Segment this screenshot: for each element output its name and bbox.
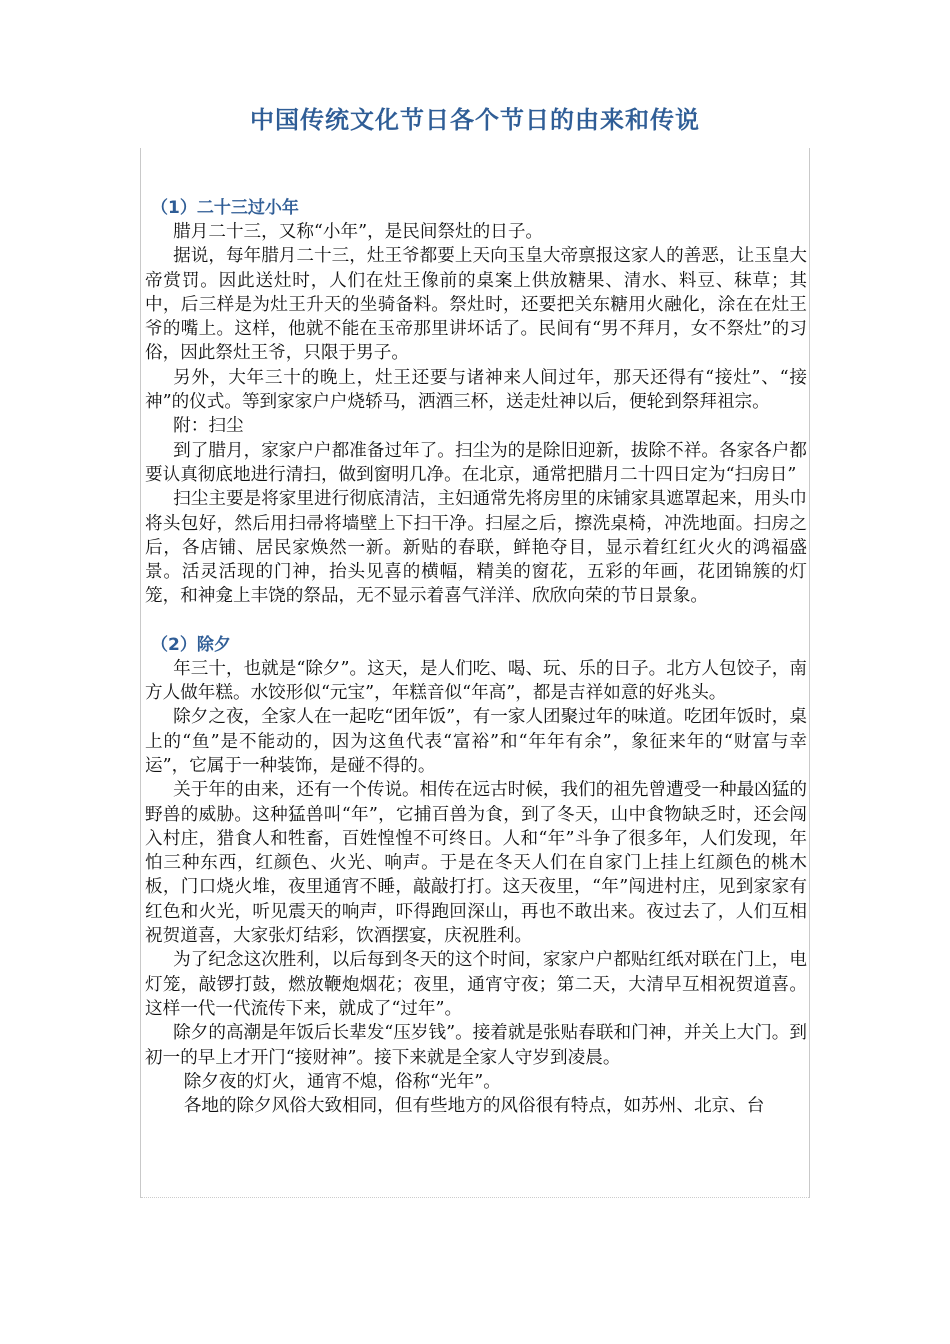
paragraph: 据说，每年腊月二十三，灶王爷都要上天向玉皇大帝禀报这家人的善恶，让玉皇大帝赏罚。因此送灶时，人们在灶王像前的桌案上供放糖果、清水、料豆、秣草；其中，后三样是为灶王升天的坐骑备料。祭灶时，还要把关东糖用火融化，涂在在灶王爷的嘴上。这样，他就不能在玉帝那里讲坏话了。民间有“男不拜月，女不祭灶”的习俗，因此祭灶王爷，只限于男子。 xyxy=(145,246,807,364)
section-heading: （2）除夕 xyxy=(151,634,231,655)
paragraph: 年三十，也就是“除夕”。这天，是人们吃、喝、玩、乐的日子。北方人包饺子，南方人做年糕。水饺形似“元宝”，年糕音似“年高”，都是吉祥如意的好兆头。 xyxy=(145,658,807,704)
paragraph: 除夕的高潮是年饭后长辈发“压岁钱”。接着就是张贴春联和门神，并关上大门。到初一的早上才开门“接财神”。接下来就是全家人守岁到凌晨。 xyxy=(145,1023,807,1068)
content-inner xyxy=(141,148,809,1118)
section-chuxi xyxy=(145,633,807,1119)
section-xiaonian xyxy=(145,196,807,609)
paragraph: 各地的除夕风俗大致相同，但有些地方的风俗很有特点，如苏州、北京、台 xyxy=(183,1096,765,1117)
paragraph: 腊月二十三，又称“小年”，是民间祭灶的日子。 xyxy=(173,222,544,242)
paragraph: 为了纪念这次胜利，以后每到冬天的这个时间，家家户户都贴红纸对联在门上，电灯笼，敲锣打鼓，燃放鞭炮烟花；夜里，通宵守夜；第二天，大清早互相祝贺道喜。这样一代一代流传下来，就成了“过年”。 xyxy=(145,950,807,1019)
paragraph: 扫尘主要是将家里进行彻底清洁，主妇通常先将房里的床铺家具遮罩起来，用头巾将头包好，然后用扫帚将墙壁上下扫干净。扫屋之后，擦洗桌椅，冲洗地面。扫房之后，各店铺、居民家焕然一新。新贴的春联，鲜艳夺目，显示着红红火火的鸿福盛景。活灵活现的门神，抬头见喜的横幅，精美的窗花，五彩的年画，花团锦簇的灯笼，和神龛上丰饶的祭品，无不显示着喜气洋洋、欣欣向荣的节日景象。 xyxy=(145,489,807,607)
paragraph: 到了腊月，家家户户都准备过年了。扫尘为的是除旧迎新，拔除不祥。各家各户都要认真彻底地进行清扫，做到窗明几净。在北京，通常把腊月二十四日定为“扫房日” xyxy=(145,440,807,485)
paragraph: 关于年的由来，还有一个传说。相传在远古时候，我们的祖先曾遭受一种最凶猛的野兽的威胁。这种猛兽叫“年”，它捕百兽为食，到了冬天，山中食物缺乏时，还会闯入村庄，猎食人和牲畜，百姓惶惶不可终日。人和“年”斗争了很多年，人们发现，年怕三种东西，红颜色、火光、响声。于是在冬天人们在自家门上挂上红颜色的桃木板，门口烧火堆，夜里通宵不睡，敲敲打打。这天夜里，“年”闯进村庄，见到家家有红色和火光，听见震天的响声，吓得跑回深山，再也不敢出来。夜过去了，人们互相祝贺道喜，大家张灯结彩，饮酒摆宴，庆祝胜利。 xyxy=(145,780,807,947)
paragraph: 除夕夜的灯火，通宵不熄，俗称“光年”。 xyxy=(183,1071,501,1092)
paragraph: 附：扫尘 xyxy=(173,416,244,437)
content-box xyxy=(140,148,810,1198)
paragraph: 另外，大年三十的晚上，灶王还要与诸神来人间过年，那天还得有“接灶”、“接神”的仪式。等到家家户户烧轿马，洒酒三杯，送走灶神以后，便轮到祭拜祖宗。 xyxy=(145,367,807,413)
section-heading: （1）二十三过小年 xyxy=(151,198,299,218)
document-title: 中国传统文化节日各个节日的由来和传说 xyxy=(250,106,700,134)
paragraph: 除夕之夜，全家人在一起吃“团年饭”，有一家人团聚过年的味道。吃团年饭时，桌上的“鱼”是不能动的，因为这鱼代表“富裕”和“年年有余”，象征来年的“财富与幸运”，它属于一种装饰，是碰不得的。 xyxy=(145,707,807,776)
